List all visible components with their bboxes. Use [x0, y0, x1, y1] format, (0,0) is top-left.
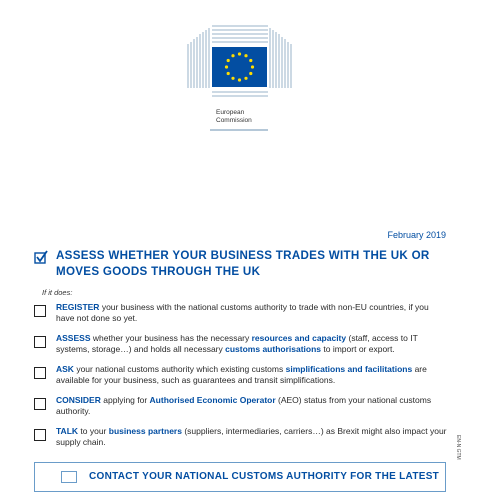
- item-text: [56, 395, 448, 417]
- checkbox[interactable]: [34, 336, 46, 348]
- item-body: whether your business has the necessary: [90, 333, 252, 343]
- contact-text: CONTACT YOUR NATIONAL CUSTOMS AUTHORITY FOR THE LATEST: [89, 471, 440, 482]
- checklist-item-consider: [34, 395, 448, 426]
- item-body: (suppliers, intermediaries, carriers…) as Brexit might also impact your supply chain.: [56, 426, 447, 447]
- document-code: EN-N GTM: [455, 435, 461, 460]
- item-body: to import or export.: [321, 344, 395, 354]
- item-keyword: Authorised Economic Operator: [149, 395, 276, 405]
- item-body: your business with the national customs authority to trade with non-EU countries, if you have not done so yet.: [56, 302, 429, 323]
- item-keyword: CONSIDER: [56, 395, 101, 405]
- checklist-item-register: [34, 302, 448, 333]
- page-title: ASSESS WHETHER YOUR BUSINESS TRADES WITH THE UK OR MOVES GOODS THROUGH THE UK: [56, 249, 430, 278]
- european-commission-logo: [186, 22, 296, 124]
- envelope-icon: [61, 471, 77, 483]
- item-keyword: resources and capacity: [251, 333, 347, 343]
- headline-section: [34, 248, 454, 280]
- logo-line-1: European: [216, 109, 245, 116]
- item-text: [56, 302, 448, 324]
- item-keyword: TALK: [56, 426, 79, 436]
- item-keyword: ASSESS: [56, 333, 91, 343]
- logo-line-2: Commission: [216, 117, 252, 124]
- eu-flag-icon: [212, 47, 267, 87]
- checkbox[interactable]: [34, 305, 46, 317]
- item-body: to your: [78, 426, 109, 436]
- logo-divider: [210, 129, 268, 131]
- item-body: (staff, access to IT systems, storage…) and holds all necessary: [56, 333, 418, 354]
- intro-text: If it does:: [42, 288, 73, 297]
- item-keyword: REGISTER: [56, 302, 100, 312]
- item-body: your national customs authority which existing customs: [73, 364, 286, 374]
- item-body: applying for: [100, 395, 150, 405]
- logo-label: [216, 109, 252, 125]
- item-keyword: simplifications and facilitations: [285, 364, 413, 374]
- checklist-item-assess: [34, 333, 448, 364]
- item-keyword: customs authorisations: [225, 344, 322, 354]
- item-keyword: ASK: [56, 364, 74, 374]
- contact-banner: [34, 462, 446, 492]
- item-body: are available for your business, such as guarantees and transit simplifications.: [56, 364, 427, 385]
- item-text: [56, 426, 448, 448]
- item-text: [56, 333, 448, 355]
- checkbox[interactable]: [34, 429, 46, 441]
- checked-box-icon: [34, 250, 48, 264]
- checklist: [34, 302, 448, 457]
- document-date: February 2019: [387, 230, 446, 240]
- checklist-item-ask: [34, 364, 448, 395]
- checkbox[interactable]: [34, 367, 46, 379]
- checklist-item-talk: [34, 426, 448, 457]
- item-text: [56, 364, 448, 386]
- item-keyword: business partners: [108, 426, 182, 436]
- checkbox[interactable]: [34, 398, 46, 410]
- item-body: (AEO) status from your national customs authority.: [56, 395, 432, 416]
